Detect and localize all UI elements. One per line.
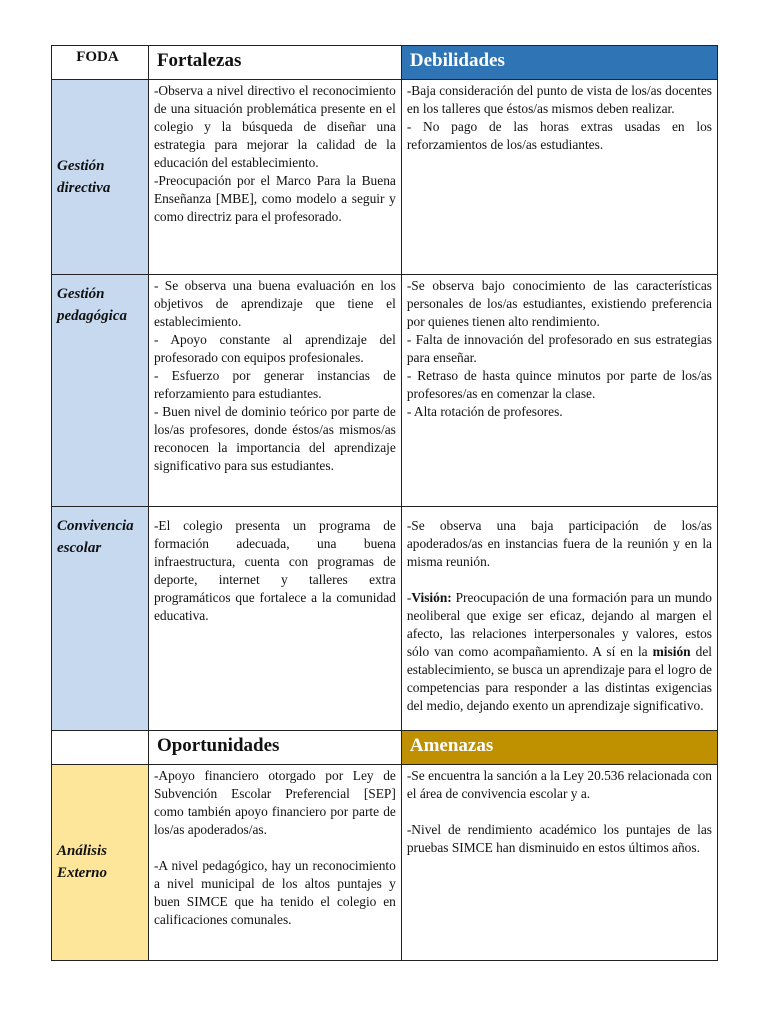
list-item: - Retraso de hasta quince minutos por parte de los/as profesores/as en comenzar la clase. [406, 368, 712, 401]
oportunidades-analisis-externo [148, 765, 401, 961]
foda-header-cell: FODA [52, 46, 149, 80]
list-item: -Se observa una baja participación de los/as apoderados/as en instancias fuera de la reunión y en la misma reunión. [406, 518, 712, 569]
list-item: - No pago de las horas extras usadas en los reforzamientos de los/as estudiantes. [406, 119, 712, 152]
row-label-analisis-externo [52, 765, 149, 961]
list-item: - Falta de innovación del profesorado en sus estrategias para enseñar. [406, 332, 712, 365]
vision-label: Visión: [411, 590, 452, 605]
debilidades-gestion-pedagogica [401, 275, 717, 507]
vision-prefix: - [406, 590, 412, 605]
debilidades-header: Debilidades [401, 46, 717, 80]
row-label-gestion-pedagogica [52, 275, 149, 507]
list-item: - Apoyo constante al aprendizaje del profesorado con equipos profesionales. [153, 332, 396, 365]
row-label-line: Externo [57, 865, 108, 881]
row-label-line: Análisis [57, 843, 108, 859]
oportunidades-header: Oportunidades [148, 731, 401, 765]
row-label-line: Gestión [57, 286, 105, 302]
row-label-line: Convivencia [57, 518, 134, 534]
fortalezas-gestion-directiva [148, 80, 401, 275]
row-label-line: directiva [57, 179, 111, 196]
fortalezas-convivencia-escolar [148, 507, 401, 731]
list-item: - Alta rotación de profesores. [406, 404, 563, 419]
fortalezas-gestion-pedagogica [148, 275, 401, 507]
amenazas-analisis-externo [401, 765, 717, 961]
list-item: -El colegio presenta un programa de formación adecuada, una buena infraestructura, cuenta con programas de deporte, internet y talleres extra programáticos que fortalece a la comunidad educativa. [153, 518, 396, 623]
list-item: - Esfuerzo por generar instancias de reforzamiento para estudiantes. [153, 368, 396, 401]
list-item: -Nivel de rendimiento académico los puntajes de las pruebas SIMCE han disminuido en estos últimos años. [406, 822, 712, 855]
list-item: -A nivel pedagógico, hay un reconocimiento a nivel municipal de los altos puntajes y buen SIMCE que ha tenido el colegio en calificaciones comunales. [153, 858, 396, 927]
row-label-line: escolar [57, 540, 102, 556]
vision-paragraph [407, 589, 712, 715]
debilidades-gestion-directiva [401, 80, 717, 275]
list-item: -Se encuentra la sanción a la Ley 20.536 relacionada con el área de convivencia escolar y a. [406, 768, 712, 801]
vision-text: Preocupación de una formación para un mundo neoliberal que exige ser eficaz, dejando al margen el afecto, las relaciones interpersonales y valores, estos sólo van como acompañamiento. A sí en la [406, 590, 712, 659]
mision-label: misión [652, 644, 691, 659]
list-item: - Se observa una buena evaluación en los objetivos de aprendizaje que tiene el establecimiento. [153, 278, 396, 329]
foda-table [51, 45, 718, 961]
empty-header-cell [52, 731, 149, 765]
list-item: - Buen nivel de dominio teórico por parte de los/as profesores, donde éstos/as mismos/as reconocen la importancia del aprendizaje significativo para sus estudiantes. [153, 404, 396, 473]
row-label-line: pedagógica [57, 308, 127, 324]
row-label-gestion-directiva [52, 80, 149, 275]
row-label-line: Gestión [57, 157, 105, 174]
list-item: -Se observa bajo conocimiento de las características personales de los/as estudiantes, existiendo preferencia por quienes tienen alto rendimiento. [406, 278, 712, 329]
list-item: -Baja consideración del punto de vista de los/as docentes en los talleres que éstos/as mismos deben realizar. [406, 83, 712, 116]
debilidades-convivencia-escolar [401, 507, 717, 731]
list-item: -Apoyo financiero otorgado por Ley de Subvención Escolar Preferencial [SEP] como también apoyo financiero por parte de los/as apoderados/as. [153, 768, 396, 837]
fortalezas-header: Fortalezas [148, 46, 401, 80]
list-item: -Preocupación por el Marco Para la Buena Enseñanza [MBE], como modelo a seguir y como directriz para el profesorado. [153, 173, 396, 224]
amenazas-header: Amenazas [401, 731, 717, 765]
row-label-convivencia-escolar [52, 507, 149, 731]
list-item: -Observa a nivel directivo el reconocimiento de una situación problemática presente en el colegio y la búsqueda de diseñar una estrategia para mejorar la calidad de la educación del establecimiento. [153, 83, 396, 170]
vision-text: del establecimiento, se busca un aprendizaje para el logro de competencias para responder a las distintas exigencias del medio, dejando exento un aprendizaje significativo. [406, 644, 712, 713]
